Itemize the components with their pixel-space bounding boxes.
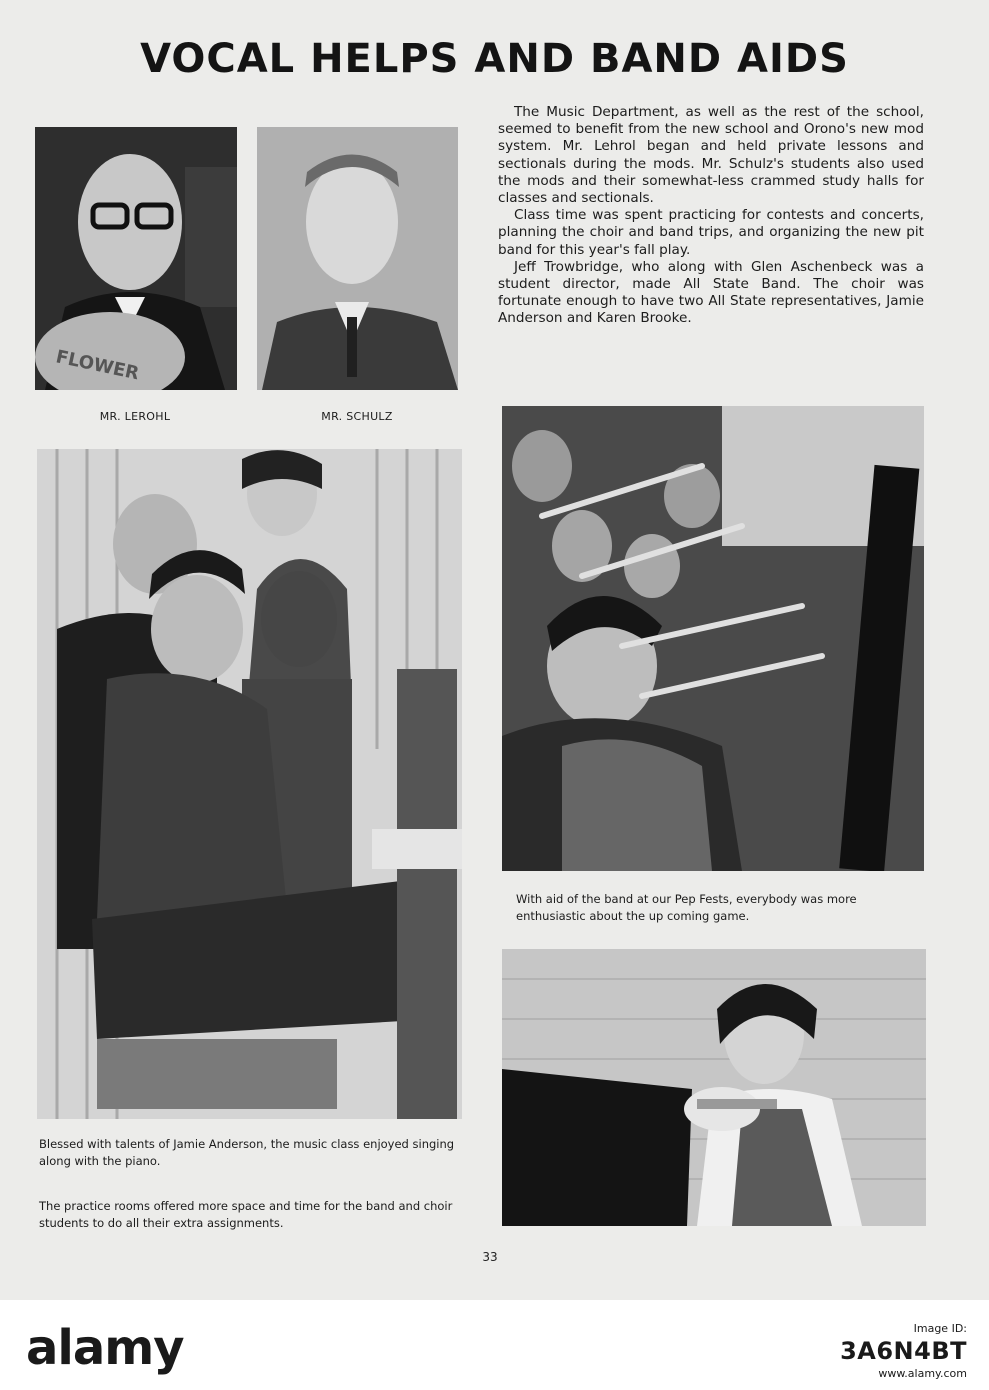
page-number: 33 — [482, 1250, 498, 1264]
article-body — [498, 104, 924, 328]
site-url: www.alamy.com — [878, 1367, 967, 1380]
caption-mr-lerohl: MR. LEROHL — [99, 410, 171, 423]
article-paragraph: Jeff Trowbridge, who along with Glen Aschenbeck was a student director, made All State Band. The choir was fortunate enough to have two All State representatives, Jamie Anderson and Karen Brooke. — [498, 258, 924, 327]
caption-band-pep-fest: With aid of the band at our Pep Fests, everybody was more enthusiastic about the up coming game. — [516, 892, 857, 923]
image-id-value: 3A6N4BT — [840, 1337, 967, 1365]
photo-trumpet-player — [502, 949, 926, 1226]
caption-practice-rooms: The practice rooms offered more space and time for the band and choir students to do all their extra assignments. — [39, 1199, 453, 1230]
photo-piano-class — [37, 449, 462, 1119]
caption-piano-class: Blessed with talents of Jamie Anderson, the music class enjoyed singing along with the piano. — [39, 1137, 455, 1168]
article-paragraph: The Music Department, as well as the rest of the school, seemed to benefit from the new school and Orono's new mod system. Mr. Lehrol began and held private lessons and sectionals during the mods. Mr. Schulz's students also used the mods and their somewhat-less crammed study halls for classes and sectionals. — [498, 104, 924, 207]
photo-mr-lerohl — [35, 127, 237, 390]
photo-mr-schulz — [257, 127, 458, 390]
svg-text:FLOWER: FLOWER — [53, 346, 141, 385]
alamy-logo: alamy — [26, 1320, 184, 1376]
page-title: VOCAL HELPS AND BAND AIDS — [140, 36, 849, 82]
stock-watermark-footer — [0, 1300, 989, 1390]
article-paragraph: Class time was spent practicing for contests and concerts, planning the choir and band trips, and organizing the new pit band for this year's fall play. — [498, 207, 924, 258]
caption-mr-schulz: MR. SCHULZ — [321, 410, 393, 423]
image-id-block — [840, 1322, 967, 1380]
image-id-label: Image ID: — [913, 1322, 967, 1335]
photo-band-pep-fest — [502, 406, 924, 871]
